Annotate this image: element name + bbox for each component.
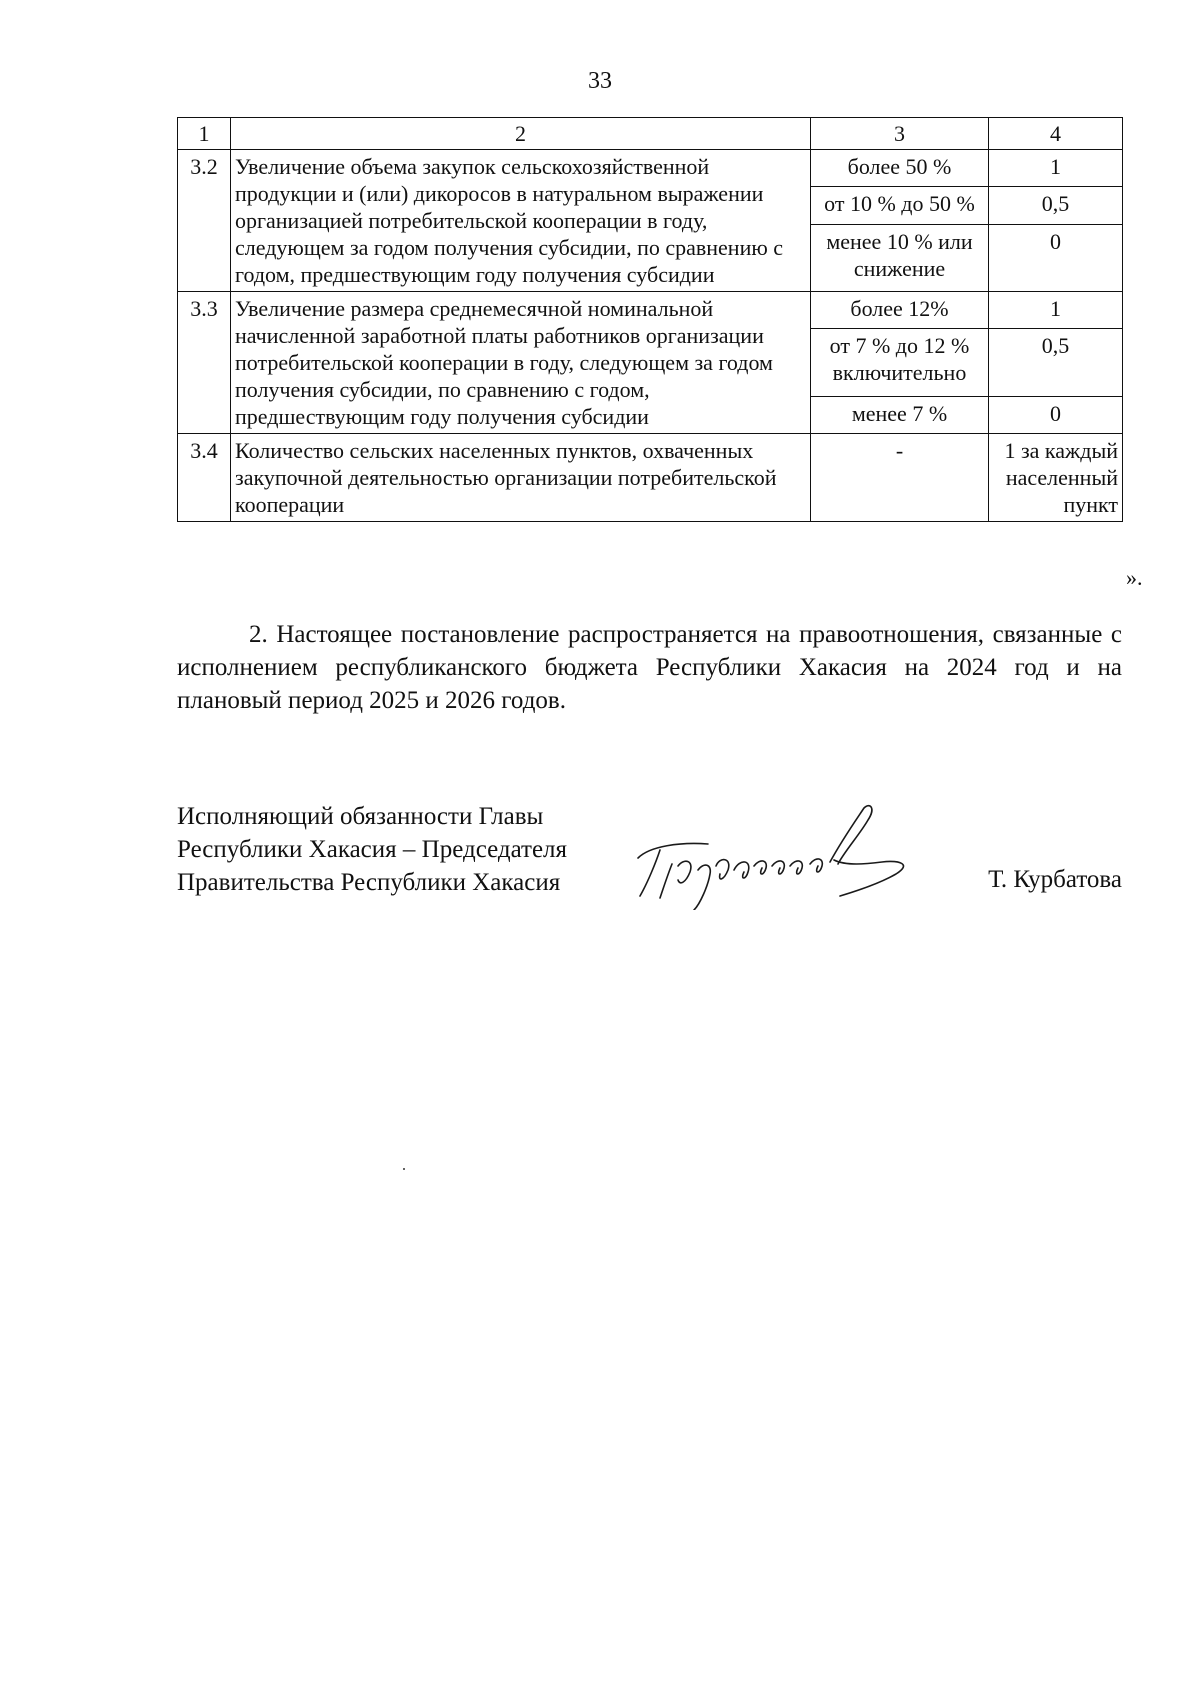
table-row bbox=[178, 434, 1123, 522]
grade-score: 0 bbox=[989, 224, 1123, 291]
signatory-title-line: Республики Хакасия – Председателя bbox=[177, 836, 568, 863]
row-number: 3.3 bbox=[178, 292, 231, 434]
grade-score: 0 bbox=[989, 396, 1123, 433]
criteria-table bbox=[177, 117, 1123, 522]
signatory-title-line: Исполняющий обязанности Главы bbox=[177, 803, 544, 830]
grade-condition: менее 10 % или снижение bbox=[811, 224, 989, 291]
body-paragraph: 2. Настоящее постановление распространяется на правоотношения, связанные с исполнением республиканского бюджета Республики Хакасия на 2024 год и на плановый период 2025 и 2026 годов. bbox=[177, 621, 1122, 714]
grade-condition: менее 7 % bbox=[811, 396, 989, 433]
handwritten-signature bbox=[620, 800, 930, 910]
grade-score: 1 за каждый населенный пункт bbox=[989, 434, 1123, 522]
header-col-3: 3 bbox=[811, 118, 989, 150]
table-row bbox=[178, 150, 1123, 187]
criterion-text: Количество сельских населенных пунктов, охваченных закупочной деятельностью организации потребительской кооперации bbox=[231, 434, 811, 522]
grade-condition: - bbox=[811, 434, 989, 522]
grade-score: 1 bbox=[989, 150, 1123, 187]
grade-condition: от 10 % до 50 % bbox=[811, 187, 989, 224]
closing-quote: ». bbox=[1126, 565, 1143, 590]
criterion-text: Увеличение размера среднемесячной номинальной начисленной заработной платы работников организации потребительской кооперации в году, следующем за годом получения субсидии, по сравнению с годом, предшествующим году получения субсидии bbox=[231, 292, 811, 434]
scan-speck bbox=[403, 1168, 405, 1170]
header-col-1: 1 bbox=[178, 118, 231, 150]
header-col-2: 2 bbox=[231, 118, 811, 150]
grade-score: 1 bbox=[989, 292, 1123, 329]
grade-condition: более 50 % bbox=[811, 150, 989, 187]
signatory-title-line: Правительства Республики Хакасия bbox=[177, 869, 561, 896]
grade-score: 0,5 bbox=[989, 329, 1123, 396]
grade-condition: от 7 % до 12 % включительно bbox=[811, 329, 989, 396]
table-row bbox=[178, 292, 1123, 329]
row-number: 3.4 bbox=[178, 434, 231, 522]
criterion-text: Увеличение объема закупок сельскохозяйственной продукции и (или) дикоросов в натуральном выражении организацией потребительской кооперации в году, следующем за годом получения субсидии, по сравнению с годом, предшествующим году получения субсидии bbox=[231, 150, 811, 292]
signatory-title bbox=[177, 800, 567, 899]
grade-score: 0,5 bbox=[989, 187, 1123, 224]
row-number: 3.2 bbox=[178, 150, 231, 292]
grade-condition: более 12% bbox=[811, 292, 989, 329]
table-header-row bbox=[178, 118, 1123, 150]
header-col-4: 4 bbox=[989, 118, 1123, 150]
page-number: 33 bbox=[588, 68, 612, 94]
signatory-name: Т. Курбатова bbox=[988, 866, 1122, 893]
